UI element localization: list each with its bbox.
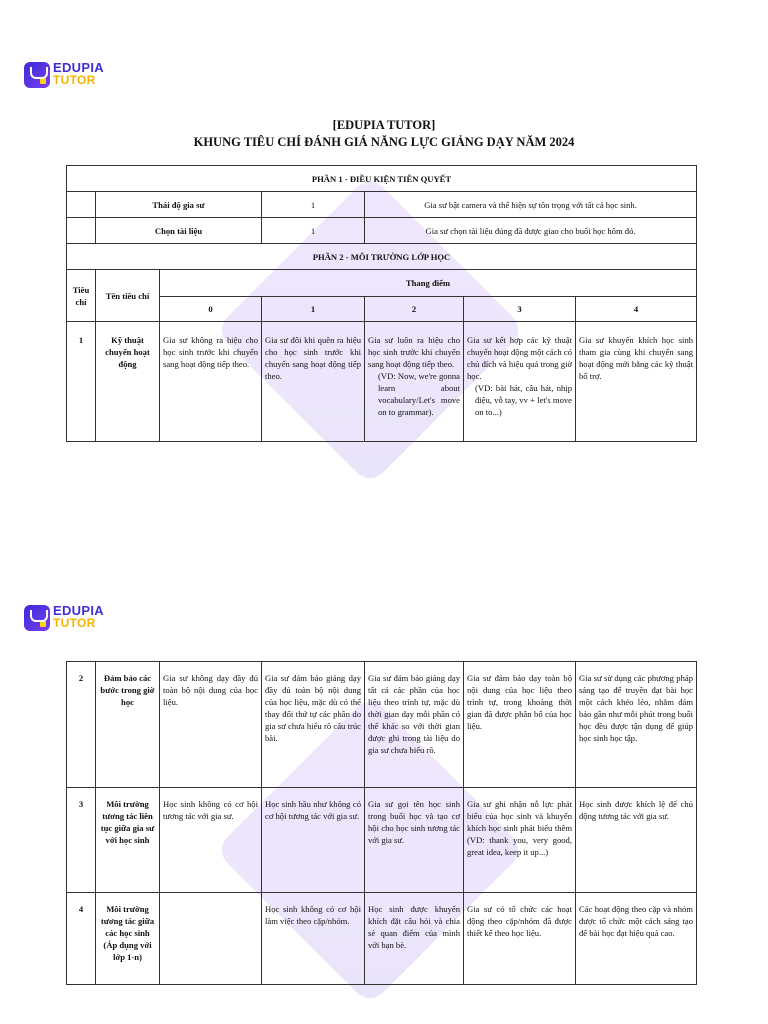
criterion-index: 1 [67, 322, 96, 442]
level-cell-text: Gia sư luôn ra hiệu cho học sinh trước khi chuyển sang hoạt động tiếp theo. [368, 335, 460, 369]
level-cell-example: (VD: bài hát, câu hát, nhịp điệu, vỗ tay, vv + let's move on to...) [475, 383, 572, 417]
level-cell: Gia sư không dạy đầy đủ toàn bộ nội dung của học liệu. [160, 662, 262, 788]
level-header: 4 [576, 297, 697, 322]
brand-logo [24, 604, 116, 632]
part1-criterion-score: 1 [262, 192, 365, 218]
criterion-name: Đảm bảo các bước trong giờ học [96, 662, 160, 788]
brand-subname: TUTOR [53, 73, 96, 87]
level-header: 1 [262, 297, 365, 322]
part1-criterion-name: Chọn tài liệu [96, 218, 262, 244]
level-cell: Gia sư đảm bảo dạy toàn bộ nội dung của học liệu theo trình tự, trong khoảng thời gian đã được phân bổ của học liệu. [464, 662, 576, 788]
level-cell: Gia sư khuyến khích học sinh tham gia cùng khi chuyển sang hoạt động mới bằng các kỹ thuật bổ trợ. [576, 322, 697, 442]
criterion-index: 2 [67, 662, 96, 788]
table-row [67, 662, 697, 788]
col-header-scale: Thang điểm [160, 270, 697, 297]
level-cell: Gia sư không ra hiệu cho học sinh trước khi chuyển sang hoạt động tiếp theo. [160, 322, 262, 442]
table-row [67, 893, 697, 985]
criterion-name: Môi trường tương tác giữa các học sinh (Áp dụng với lớp 1-n) [96, 893, 160, 985]
level-header: 2 [365, 297, 464, 322]
brand-subname: TUTOR [53, 616, 96, 630]
criterion-index: 3 [67, 788, 96, 893]
document-title [66, 117, 702, 151]
brand-name: EDUPIA [53, 60, 104, 75]
brand-logo [24, 61, 116, 89]
title-line-2: KHUNG TIÊU CHÍ ĐÁNH GIÁ NĂNG LỰC GIẢNG DẠY NĂM 2024 [193, 135, 575, 149]
title-line-1: [EDUPIA TUTOR] [332, 118, 436, 132]
part1-heading: PHẦN 1 - ĐIỀU KIỆN TIÊN QUYẾT [67, 166, 697, 192]
criterion-name: Môi trường tương tác liên tục giữa gia sư với học sinh [96, 788, 160, 893]
part1-criterion-name: Thái độ gia sư [96, 192, 262, 218]
criterion-index: 4 [67, 893, 96, 985]
part2-heading: PHẦN 2 - MÔI TRƯỜNG LỚP HỌC [67, 244, 697, 270]
level-header: 0 [160, 297, 262, 322]
level-cell: Các hoạt động theo cặp và nhóm được tổ chức một cách sáng tạo để bài học đạt hiệu quả cao. [576, 893, 697, 985]
part1-criterion-desc: Gia sư bật camera và thể hiện sự tôn trọng với tất cả học sinh. [365, 192, 697, 218]
logo-icon [24, 605, 50, 631]
logo-icon [24, 62, 50, 88]
level-header: 3 [464, 297, 576, 322]
level-cell: Gia sư đôi khi quên ra hiệu cho học sinh trước khi chuyển sang hoạt động tiếp theo. [262, 322, 365, 442]
level-cell: Học sinh được khuyến khích đặt câu hỏi và chia sẻ quan điểm của mình với bạn bè. [365, 893, 464, 985]
part1-criterion-score: 1 [262, 218, 365, 244]
level-cell-example: (VD: Now, we're gonna learn about vocabulary/Let's move on to grammar). [378, 371, 460, 417]
criteria-table-page-2 [66, 661, 697, 985]
table-row [67, 322, 697, 442]
level-cell: Gia sư đảm bảo giảng dạy đầy đủ toàn bộ nội dung của học liệu, mặc dù có thể thay đổi thứ tự các phần do gia sư chưa hiểu rõ cấu trúc bài. [262, 662, 365, 788]
level-cell: Học sinh không có cơ hội tương tác với gia sư. [160, 788, 262, 893]
criterion-name: Kỹ thuật chuyển hoạt động [96, 322, 160, 442]
level-cell [464, 322, 576, 442]
level-cell [160, 893, 262, 985]
level-cell: Gia sư sử dụng các phương pháp sáng tạo để truyền đạt bài học một cách khéo léo, nhằm đảm bảo gần như mỗi phút trong buổi học đều được tận dụng để giúp học sinh học tập. [576, 662, 697, 788]
level-cell-text: Gia sư kết hợp các kỹ thuật chuyển hoạt động một cách có chủ đích và hiệu quả trong giờ học. [467, 335, 572, 381]
level-cell: Gia sư gọi tên học sinh trong buổi học và tạo cơ hội cho học sinh tương tác với gia sư. [365, 788, 464, 893]
part1-row-blank [67, 192, 96, 218]
part1-row-blank [67, 218, 96, 244]
level-cell: Học sinh được khích lệ để chủ động tương tác với gia sư. [576, 788, 697, 893]
table-row [67, 788, 697, 893]
part1-criterion-desc: Gia sư chọn tài liệu đúng đã được giao cho buổi học hôm đó. [365, 218, 697, 244]
level-cell: Gia sư có tổ chức các hoạt động theo cặp/nhóm đã được thiết kế theo học liệu. [464, 893, 576, 985]
col-header-name: Tên tiêu chí [96, 270, 160, 322]
level-cell: Gia sư đảm bảo giảng dạy tất cả các phần của học liệu theo trình tự, mặc dù thời gian dạy mỗi phần có thể khác so với thời gian được ghi trong tài liệu do gia sư chưa hiểu rõ. [365, 662, 464, 788]
criteria-table-page-1 [66, 165, 697, 442]
level-cell: Học sinh không có cơ hội làm việc theo cặp/nhóm. [262, 893, 365, 985]
level-cell: Gia sư ghi nhận nỗ lực phát biểu của học sinh và khuyến khích học sinh phát biểu thêm (VD: thank you, very good, great idea, keep it up...) [464, 788, 576, 893]
brand-name: EDUPIA [53, 603, 104, 618]
col-header-index: Tiêu chí [67, 270, 96, 322]
level-cell: Học sinh hầu như không có cơ hội tương tác với gia sư. [262, 788, 365, 893]
level-cell [365, 322, 464, 442]
